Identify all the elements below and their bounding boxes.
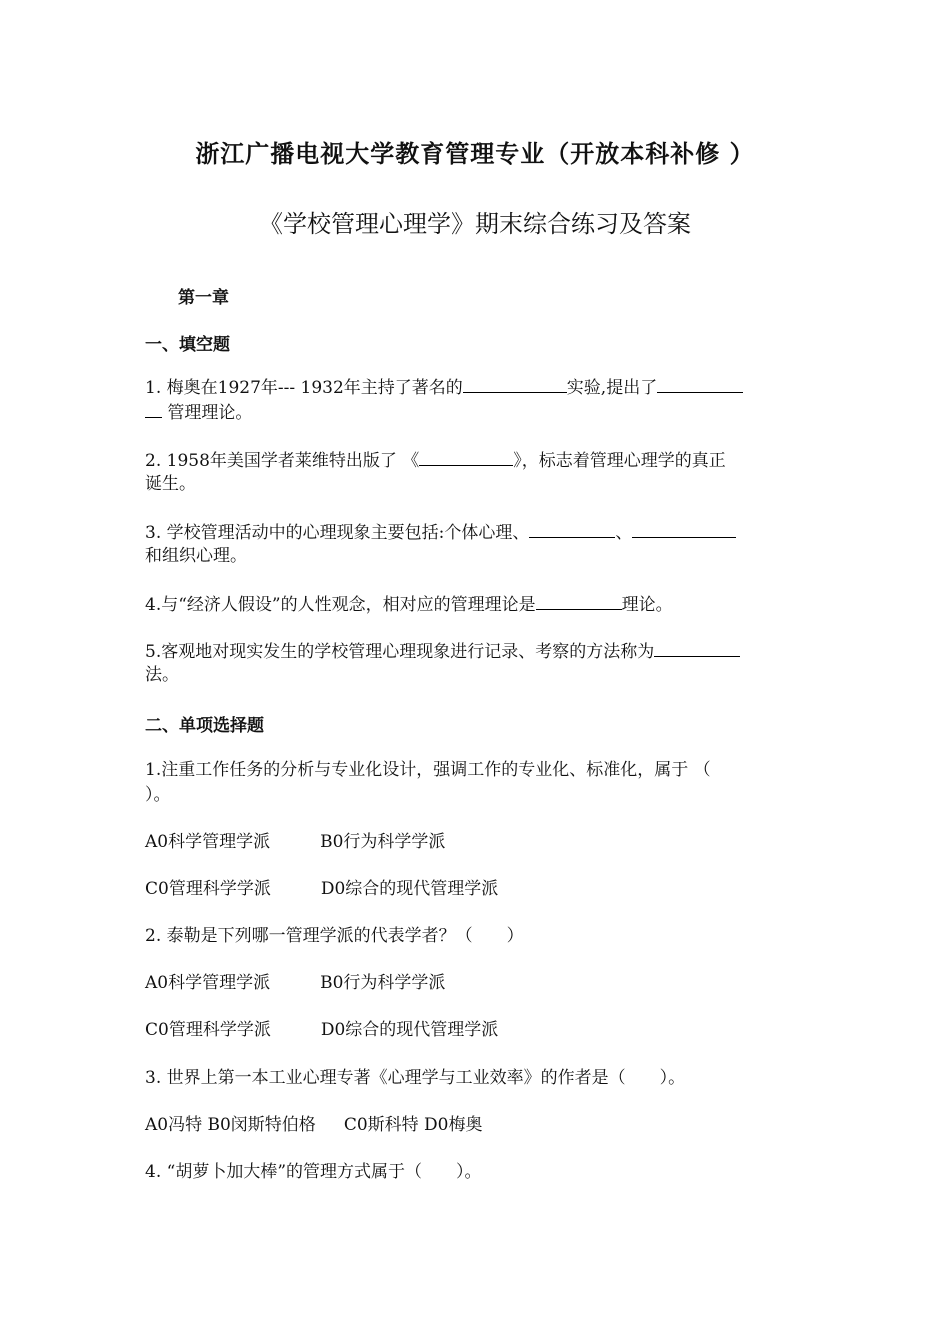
fill-question-4: 4.与“经济人假设”的人性观念，相对应的管理理论是 理论。	[145, 591, 810, 618]
fill-question-5-cont: 法。	[145, 665, 179, 685]
section-heading-fill-blank: 一、填空题	[145, 335, 230, 355]
choice-question-4: 4. “胡萝卜加大棒”的管理方式属于（ ）。	[145, 1162, 482, 1182]
answer-blank	[419, 447, 513, 466]
choice-question-1: 1.注重工作任务的分析与专业化设计，强调工作的专业化、标准化，属于 （	[145, 760, 711, 780]
choice-3-options: A0冯特 B0闵斯特伯格 C0斯科特 D0梅奥	[145, 1115, 483, 1135]
answer-blank	[145, 399, 162, 418]
document-title: 浙江广播电视大学教育管理专业（开放本科补修 ）	[195, 140, 755, 168]
answer-blank	[654, 638, 740, 657]
fill-question-2-cont: 诞生。	[145, 474, 196, 494]
chapter-heading: 第一章	[178, 288, 229, 308]
choice-2-options-row-2: C0管理科学学派 D0综合的现代管理学派	[145, 1020, 499, 1040]
fill-question-2: 2. 1958年美国学者莱维特出版了 《 》，标志着管理心理学的真正	[145, 447, 810, 474]
fill-question-1-cont: 管理理论。	[145, 399, 810, 426]
answer-blank	[463, 374, 567, 393]
section-heading-single-choice: 二、单项选择题	[145, 716, 264, 736]
choice-question-2: 2. 泰勒是下列哪一管理学派的代表学者？（ ）	[145, 926, 524, 946]
choice-2-options-row-1: A0科学管理学派 B0行为科学学派	[145, 973, 446, 993]
answer-blank	[529, 519, 615, 538]
choice-question-3: 3. 世界上第一本工业心理专著《心理学与工业效率》的作者是（ ）。	[145, 1068, 686, 1088]
choice-question-1-cont: ）。	[145, 785, 171, 805]
choice-1-options-row-1: A0科学管理学派 B0行为科学学派	[145, 832, 446, 852]
document-subtitle: 《学校管理心理学》期末综合练习及答案	[259, 210, 691, 238]
answer-blank	[632, 519, 736, 538]
fill-question-1: 1. 梅奥在1927年--- 1932年主持了著名的 实验,提出了	[145, 374, 810, 401]
choice-1-options-row-2: C0管理科学学派 D0综合的现代管理学派	[145, 879, 499, 899]
fill-question-3-cont: 和组织心理。	[145, 546, 247, 566]
answer-blank	[657, 374, 743, 393]
fill-question-5: 5.客观地对现实发生的学校管理心理现象进行记录、考察的方法称为	[145, 638, 810, 665]
fill-question-3: 3. 学校管理活动中的心理现象主要包括:个体心理、 、	[145, 519, 810, 546]
answer-blank	[536, 591, 622, 610]
